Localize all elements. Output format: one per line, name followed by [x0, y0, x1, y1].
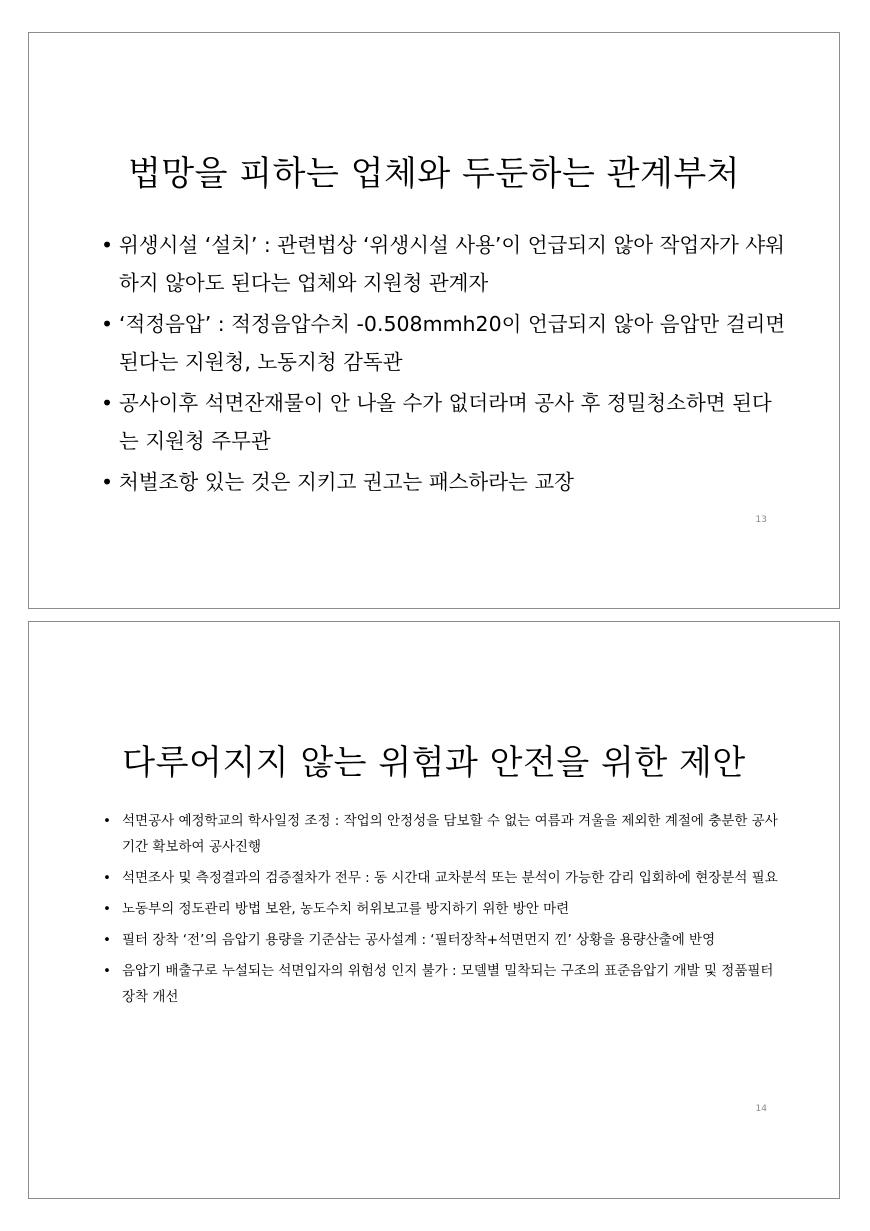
bullet-item [101, 463, 791, 501]
bullet-text: ‘적정음압’ : 적정음압수치 -0.508mmh20이 언급되지 않아 음압만 걸리면 된다는 지원청, 노동지청 감독관 [119, 312, 786, 374]
slide-title: 법망을 피하는 업체와 두둔하는 관계부처 [127, 154, 741, 194]
bullet-text: 공사이후 석면잔재물이 안 나올 수가 없더라며 공사 후 정밀청소하면 된다는 지원청 주무관 [119, 391, 772, 453]
bullet-icon: • [103, 932, 111, 948]
bullet-item [103, 927, 783, 953]
bullet-item [103, 808, 783, 860]
bullet-icon: • [103, 870, 111, 886]
slide-14 [28, 621, 840, 1199]
bullet-text: 석면공사 예정학교의 학사일정 조정 : 작업의 안정성을 담보할 수 없는 여름과 겨울을 제외한 계절에 충분한 공사기간 확보하여 공사진행 [122, 813, 778, 855]
bullet-item [103, 896, 783, 922]
bullet-item [103, 958, 783, 1010]
bullet-item [101, 384, 791, 460]
bullet-icon: • [103, 963, 111, 979]
bullet-icon: • [103, 901, 111, 917]
bullet-text: 노동부의 정도관리 방법 보완, 농도수치 허위보고를 방지하기 위한 방안 마련 [122, 901, 570, 917]
bullet-icon: • [101, 391, 114, 415]
bullet-item [103, 865, 783, 891]
page-number: 13 [755, 515, 767, 525]
page-number: 14 [755, 1104, 767, 1114]
bullet-item [101, 226, 791, 302]
bullet-icon: • [103, 813, 111, 829]
bullet-icon: • [101, 233, 114, 257]
bullet-icon: • [101, 312, 114, 336]
bullet-icon: • [101, 470, 114, 494]
bullet-text: 석면조사 및 측정결과의 검증절차가 전무 : 동 시간대 교차분석 또는 분석이 가능한 감리 입회하에 현장분석 필요 [122, 870, 778, 886]
bullet-text: 음압기 배출구로 누설되는 석면입자의 위험성 인지 불가 : 모델별 밀착되는 구조의 표준음압기 개발 및 정품필터 장착 개선 [122, 963, 774, 1005]
bullet-text: 필터 장착 ‘전’의 음압기 용량을 기준삼는 공사설계 : ‘필터장착+석면먼지 낀’ 상황을 용량산출에 반영 [122, 932, 716, 948]
bullet-list [103, 808, 783, 1015]
bullet-text: 위생시설 ‘설치’ : 관련법상 ‘위생시설 사용’이 언급되지 않아 작업자가 샤워하지 않아도 된다는 업체와 지원청 관계자 [119, 233, 785, 295]
bullet-text: 처벌조항 있는 것은 지키고 권고는 패스하라는 교장 [119, 470, 574, 494]
slide-13 [28, 32, 840, 609]
slide-title: 다루어지지 않는 위험과 안전을 위한 제안 [122, 743, 746, 783]
bullet-item [101, 305, 791, 381]
bullet-list [101, 226, 791, 504]
